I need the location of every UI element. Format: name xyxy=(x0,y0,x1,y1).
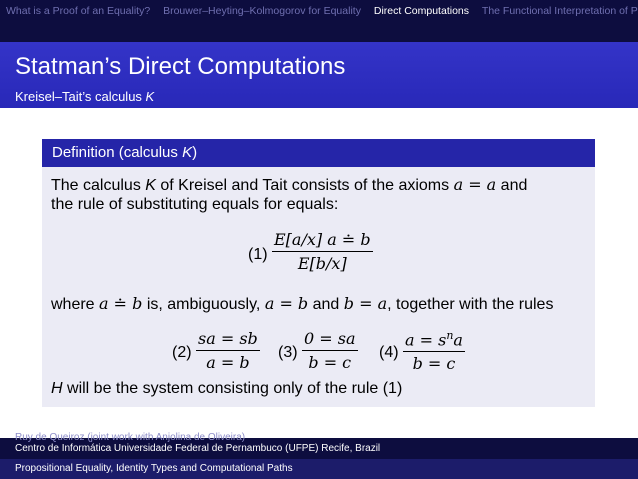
rule-2-label: (2) xyxy=(172,344,192,361)
line1-variable: K xyxy=(145,177,156,194)
navigation-subbar xyxy=(0,22,638,42)
rule-4-premise-a: a = s xyxy=(405,330,447,350)
where-text-a: where xyxy=(51,296,100,313)
line1-text-a: The calculus xyxy=(51,177,146,194)
rule-4-exponent: n xyxy=(446,329,454,342)
nav-item-proof-of-equality[interactable]: What is a Proof of an Equality? xyxy=(6,5,151,17)
section-navigation xyxy=(0,0,638,22)
rule-1-premise: E[a/x] a ≐ b xyxy=(272,230,373,252)
rule-1-conclusion: E[b/x] xyxy=(297,254,347,273)
nav-item-bhk-equality[interactable]: Brouwer–Heyting–Kolmogorov for Equality xyxy=(163,5,361,17)
rule-3-premise: 0 = sa xyxy=(302,329,358,351)
rule-4-fraction xyxy=(403,329,465,373)
footer-author-bar xyxy=(0,432,638,459)
where-formula-3: b = a xyxy=(343,294,388,313)
heading-suffix: ) xyxy=(192,144,198,161)
rule-2-conclusion: a = b xyxy=(206,353,250,372)
nav-item-direct-computations[interactable]: Direct Computations xyxy=(373,5,469,17)
frame-title-bar xyxy=(0,42,638,108)
where-text-d: , together with the rules xyxy=(387,296,554,313)
definition-line-2: the rule of substituting equals for equals: xyxy=(51,196,339,213)
footer-talk-title: Propositional Equality, Identity Types and Computational Paths xyxy=(15,463,293,474)
rule-3-conclusion: b = c xyxy=(308,353,352,372)
heading-text: Definition (calculus xyxy=(52,144,183,161)
footer-institution: Centro de Informática Universidade Federal de Pernambuco (UFPE) Recife, Brazil xyxy=(15,443,381,454)
rule-2-fraction xyxy=(196,329,260,372)
where-line xyxy=(51,294,553,314)
where-formula-1: a ≐ b xyxy=(99,294,143,313)
heading-variable: K xyxy=(182,144,193,161)
where-formula-2: a = b xyxy=(264,294,309,313)
definition-block-heading xyxy=(42,139,595,167)
final-variable: H xyxy=(51,380,63,397)
definition-block-body xyxy=(42,167,595,407)
rule-2-premise: sa = sb xyxy=(196,329,260,351)
rule-4-conclusion: b = c xyxy=(412,354,456,374)
definition-line-1 xyxy=(51,175,527,195)
rule-3-fraction xyxy=(302,329,358,372)
subtitle-text: Kreisel–Tait’s calculus xyxy=(15,89,146,104)
where-text-b: is, ambiguously, xyxy=(142,296,265,313)
nav-item-functional-interpretation[interactable]: The Functional Interpretation of P xyxy=(481,5,638,17)
rule-4-label: (4) xyxy=(379,344,399,361)
line1-text-c: and xyxy=(496,177,528,194)
rule-4-premise xyxy=(403,329,465,352)
footer-title-bar xyxy=(0,459,638,479)
footer-author: Ruy de Queiroz (joint work with Anjolina de Oliveira) xyxy=(15,432,246,443)
where-text-c: and xyxy=(308,296,344,313)
rule-1-label: (1) xyxy=(248,246,268,263)
slide-title: Statman’s Direct Computations xyxy=(15,53,346,80)
line1-text-b: of Kreisel and Tait consists of the axioms xyxy=(155,177,454,194)
subtitle-variable: K xyxy=(145,89,155,104)
rule-1-fraction xyxy=(272,230,373,273)
rule-3-label: (3) xyxy=(278,344,298,361)
rule-4-premise-b: a xyxy=(453,330,463,350)
final-text: will be the system consisting only of the rule (1) xyxy=(62,380,403,397)
slide-subtitle xyxy=(15,89,154,104)
final-line xyxy=(51,380,402,398)
axiom-formula: a = a xyxy=(453,175,497,194)
